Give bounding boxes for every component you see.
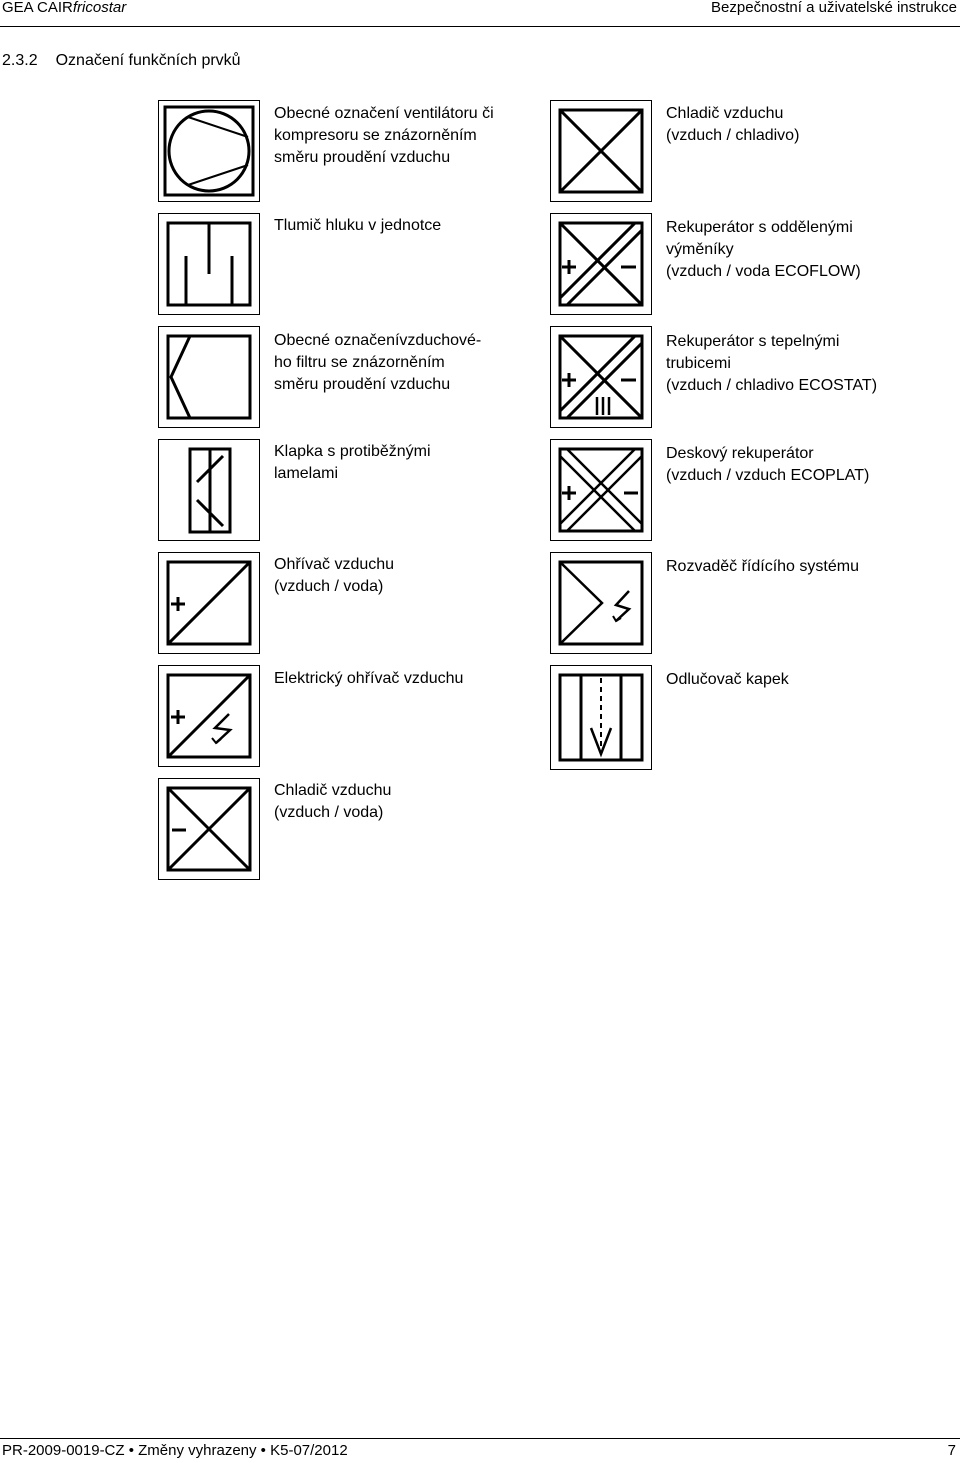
plate-recuperator-icon (550, 439, 652, 541)
page-number: 7 (947, 1442, 956, 1459)
water-cooler-description: Chladič vzduchu (vzduch / voda) (274, 782, 392, 821)
electric-heater-icon (158, 665, 260, 767)
water-cooler-icon (158, 778, 260, 880)
fan-description: Obecné označení ventilátoru či kompresoru se znázorněním směru proudění vzduchu (274, 105, 494, 166)
refrigerant-cooler-icon (550, 100, 652, 202)
damper-description: Klapka s protiběžnými lamelami (274, 443, 431, 482)
footer-rule (0, 1438, 960, 1439)
refrigerant-cooler-description: Chladič vzduchu (vzduch / chladivo) (666, 105, 800, 144)
filter-description: Obecné označenívzduchové- ho filtru se znázorněním směru proudění vzduchu (274, 332, 482, 393)
air-heater-icon (158, 552, 260, 654)
droplet-eliminator-icon (550, 665, 652, 770)
ecoflow-recuperator-icon (550, 213, 652, 315)
droplet-eliminator-description: Odlučovač kapek (666, 671, 789, 688)
section-title: 2.3.2 Označení funkčních prvků (2, 52, 241, 69)
filter-icon (158, 326, 260, 428)
air-heater-description: Ohřívač vzduchu (vzduch / voda) (274, 556, 395, 595)
control-cabinet-description: Rozvaděč řídícího systému (666, 558, 859, 575)
document-title: Bezpečnostní a uživatelské instrukce (711, 0, 957, 16)
fan-icon (158, 100, 260, 202)
ecoflow-description: Rekuperátor s oddělenými výměníky (vzduch / voda ECOFLOW) (666, 219, 861, 280)
damper-icon (158, 439, 260, 541)
silencer-icon (158, 213, 260, 315)
electric-heater-description: Elektrický ohřívač vzduchu (274, 670, 464, 687)
ecoplat-description: Deskový rekuperátor (vzduch / vzduch ECOPLAT) (666, 445, 870, 484)
header-rule (0, 26, 960, 27)
silencer-description: Tlumič hluku v jednotce (274, 217, 442, 234)
ecostat-recuperator-icon (550, 326, 652, 428)
page-header (0, 0, 960, 28)
footer-document-reference: PR-2009-0019-CZ • Změny vyhrazeny • K5-07/2012 (2, 1442, 348, 1459)
ecostat-description: Rekuperátor s tepelnými trubicemi (vzduch / chladivo ECOSTAT) (666, 333, 878, 394)
brand-name: GEA CAIRfricostar (2, 0, 127, 16)
control-cabinet-icon (550, 552, 652, 654)
